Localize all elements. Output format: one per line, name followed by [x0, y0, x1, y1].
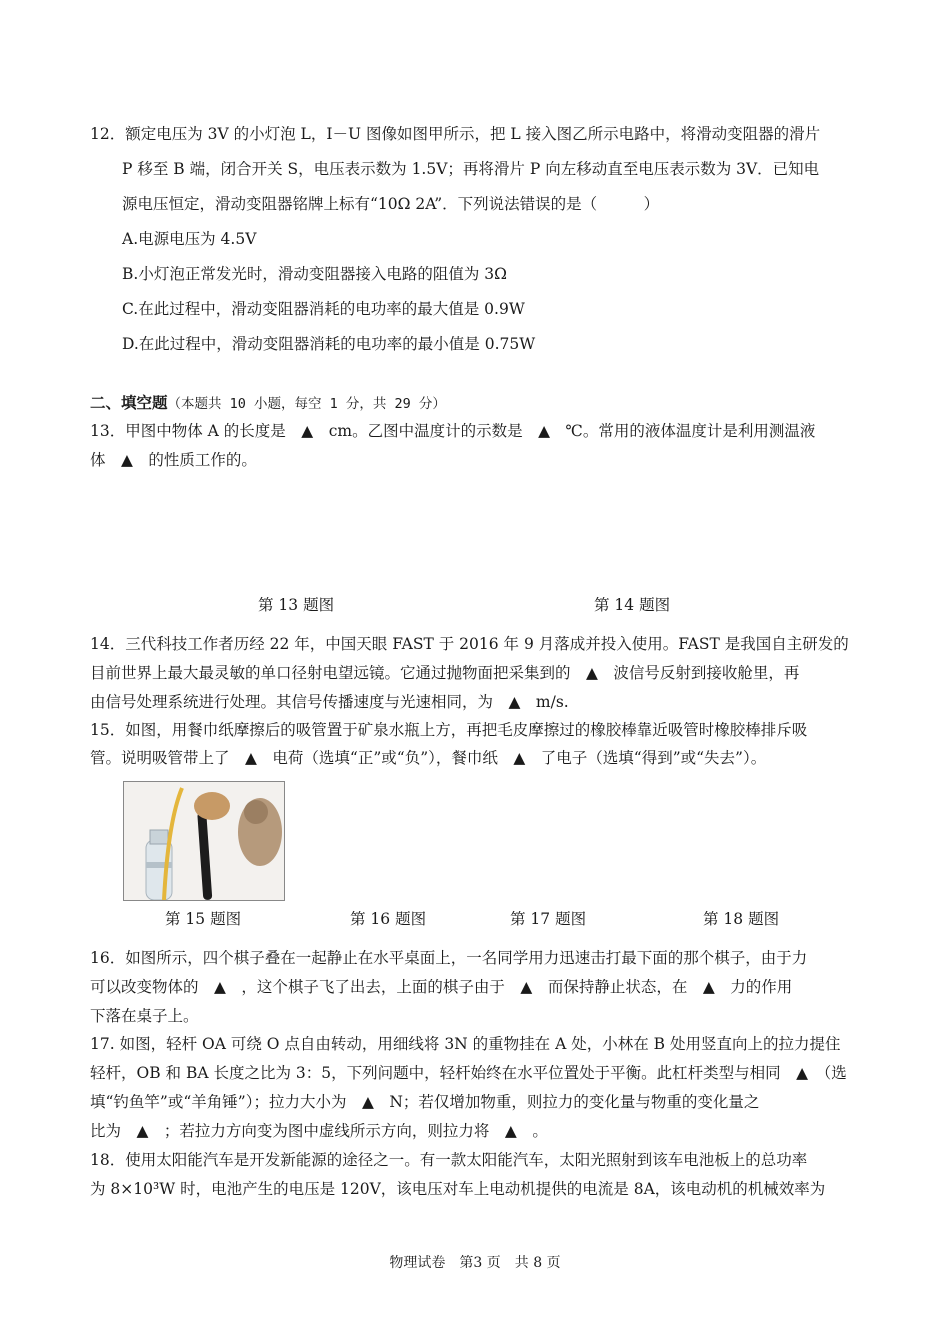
q17-line-1: 17. 如图，轻杆 OA 可绕 O 点自由转动，用细线将 3N 的重物挂在 A 处，小林在 B 处用竖直向上的拉力提住 — [90, 1035, 841, 1053]
fig15-illustration — [124, 782, 284, 900]
caption-fig13: 第 13 题图 — [258, 596, 335, 614]
section-title: 二、填空题 — [90, 394, 168, 412]
caption-fig17: 第 17 题图 — [510, 910, 587, 928]
page-footer: 物理试卷 第3 页 共 8 页 — [389, 1255, 561, 1271]
q17-line-3: 填“钓鱼竿”或“羊角锤”）；拉力大小为 ▲ N；若仅增加物重，则拉力的变化量与物重的变化量之 — [90, 1093, 760, 1111]
caption-fig15: 第 15 题图 — [165, 910, 242, 928]
q17-line-2: 轻杆，OB 和 BA 长度之比为 3：5，下列问题中，轻杆始终在水平位置处于平衡。此杠杆类型与相同 ▲ （选 — [90, 1064, 847, 1082]
caption-fig16: 第 16 题图 — [350, 910, 427, 928]
q12-option-d: D.在此过程中，滑动变阻器消耗的电功率的最小值是 0.75W — [122, 335, 536, 353]
q12-line-2: P 移至 B 端，闭合开关 S，电压表示数为 1.5V；再将滑片 P 向左移动直至电压表示数为 3V．已知电 — [122, 160, 820, 178]
q13-line-1: 13．甲图中物体 A 的长度是 ▲ cm。乙图中温度计的示数是 ▲ ℃。常用的液体温度计是利用测温液 — [90, 422, 816, 440]
q12-option-c: C.在此过程中，滑动变阻器消耗的电功率的最大值是 0.9W — [122, 300, 525, 318]
q15-line-1: 15．如图，用餐巾纸摩擦后的吸管置于矿泉水瓶上方，再把毛皮摩擦过的橡胶棒靠近吸管时橡胶棒排斥吸 — [90, 721, 808, 739]
q12-line-1: 12．额定电压为 3V 的小灯泡 L，I－U 图像如图甲所示，把 L 接入图乙所示电路中，将滑动变阻器的滑片 — [90, 125, 821, 143]
q12-option-a: A.电源电压为 4.5V — [122, 230, 257, 248]
q18-line-2: 为 8×10³W 时，电池产生的电压是 120V，该电压对车上电动机提供的电流是 8A，该电动机的机械效率为 — [90, 1180, 826, 1198]
fig15-photo — [123, 781, 285, 901]
q12-line-3: 源电压恒定，滑动变阻器铭牌上标有“10Ω 2A”．下列说法错误的是（ ） — [122, 195, 660, 213]
q17-line-4: 比为 ▲ ；若拉力方向变为图中虚线所示方向，则拉力将 ▲ 。 — [90, 1122, 548, 1140]
q12-option-b: B.小灯泡正常发光时，滑动变阻器接入电路的阻值为 3Ω — [122, 265, 507, 283]
caption-fig18: 第 18 题图 — [703, 910, 780, 928]
q13-line-2: 体 ▲ 的性质工作的。 — [90, 451, 257, 469]
q14-line-1: 14．三代科技工作者历经 22 年，中国天眼 FAST 于 2016 年 9 月落成并投入使用。FAST 是我国自主研发的 — [90, 635, 849, 653]
q14-line-2: 目前世界上最大最灵敏的单口径射电望远镜。它通过抛物面把采集到的 ▲ 波信号反射到接收舱里，再 — [90, 664, 800, 682]
q16-line-2: 可以改变物体的 ▲ ，这个棋子飞了出去，上面的棋子由于 ▲ 而保持静止状态，在 ▲ 力的作用 — [90, 978, 793, 996]
section-heading — [90, 393, 446, 414]
q16-line-3: 下落在桌子上。 — [90, 1007, 199, 1025]
q15-line-2: 管。说明吸管带上了 ▲ 电荷（选填“正”或“负”），餐巾纸 ▲ 了电子（选填“得到”或“失去”）。 — [90, 749, 767, 767]
q18-line-1: 18．使用太阳能汽车是开发新能源的途径之一。有一款太阳能汽车，太阳光照射到该车电池板上的总功率 — [90, 1151, 808, 1169]
caption-fig14: 第 14 题图 — [594, 596, 671, 614]
section-note: （本题共 10 小题，每空 1 分，共 29 分） — [167, 396, 446, 412]
q16-line-1: 16．如图所示，四个棋子叠在一起静止在水平桌面上，一名同学用力迅速击打最下面的那个棋子，由于力 — [90, 949, 808, 967]
q14-line-3: 由信号处理系统进行处理。其信号传播速度与光速相同，为 ▲ m/s. — [90, 693, 569, 711]
